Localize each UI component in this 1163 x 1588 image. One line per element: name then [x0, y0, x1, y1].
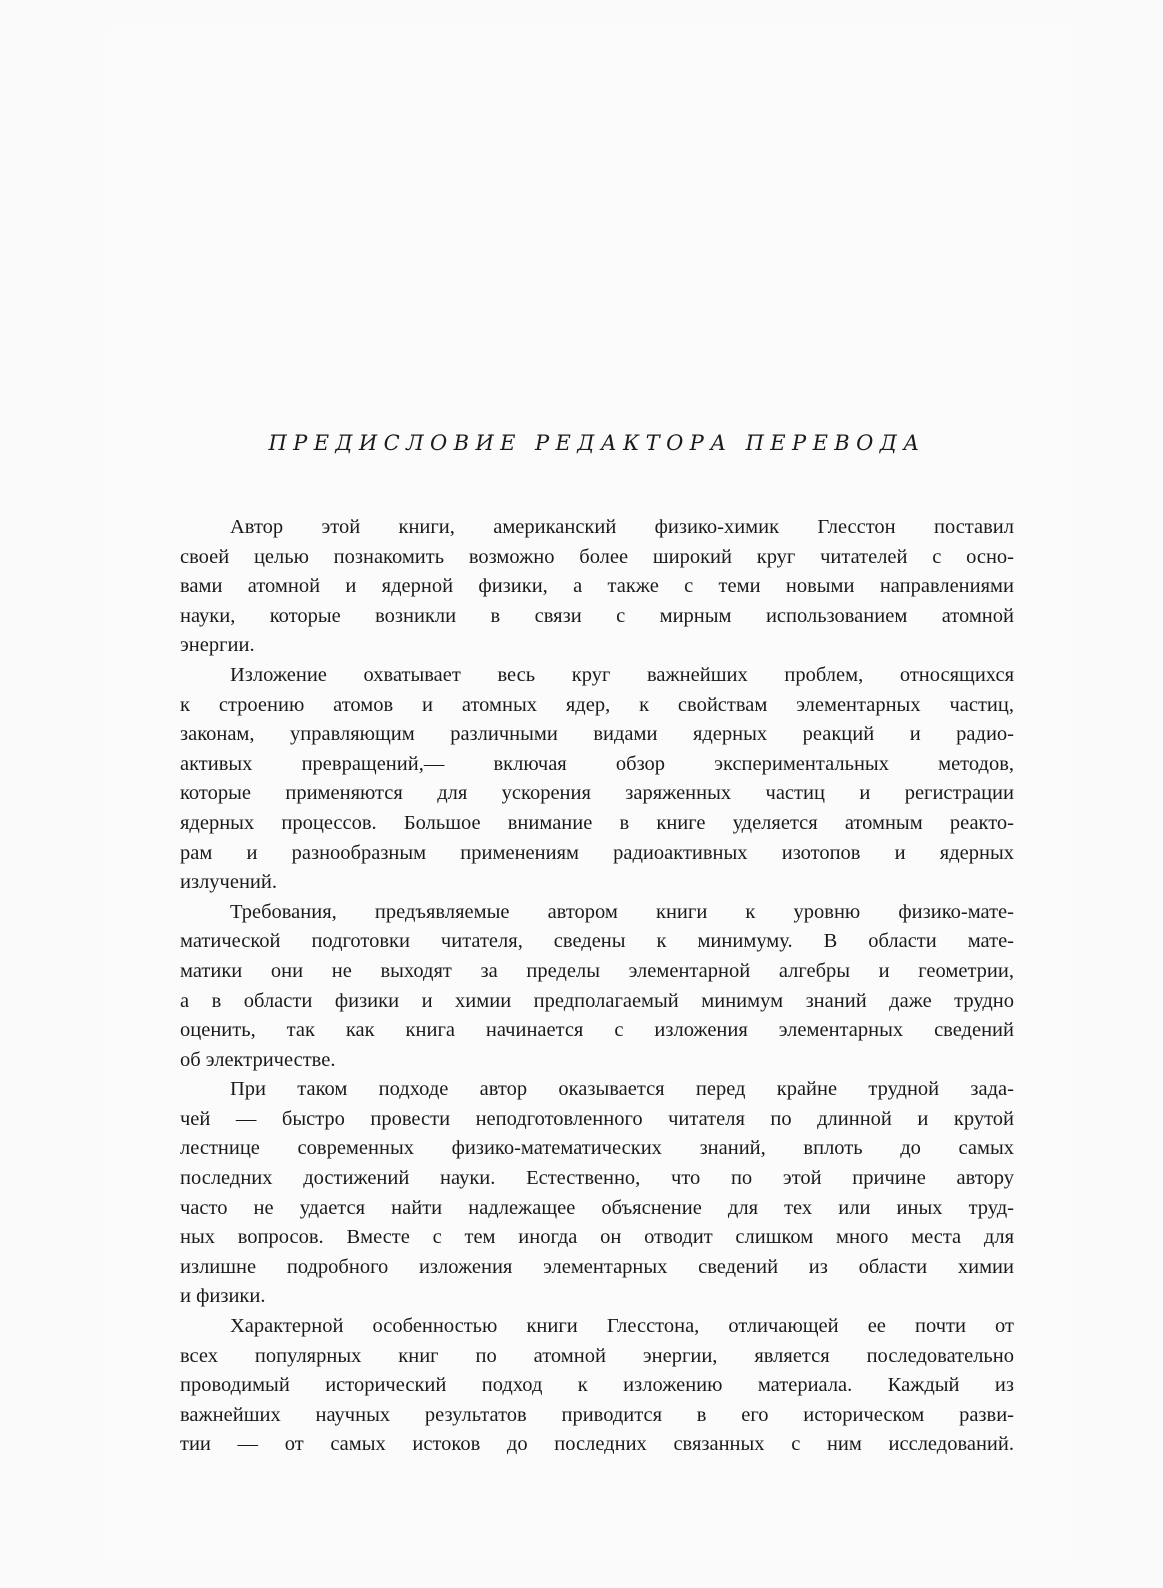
paragraph-line: своей целью познакомить возможно более широкий круг читателей с осно-: [180, 545, 1014, 568]
page-heading: ПРЕДИСЛОВИЕ РЕДАКТОРА ПЕРЕВОДА: [268, 431, 926, 455]
paragraph-line: тии — от самых истоков до последних связанных с ним исследований.: [180, 1433, 1014, 1456]
paragraph-line: к строению атомов и атомных ядер, к свойствам элементарных частиц,: [180, 693, 1014, 716]
paragraph-line: ных вопросов. Вместе с тем иногда он отводит слишком много места для: [180, 1226, 1014, 1249]
paragraph-line: и физики.: [180, 1285, 266, 1308]
paragraph-line: лестнице современных физико-математических знаний, вплоть до самых: [180, 1137, 1014, 1160]
paragraph-line: законам, управляющим различными видами ядерных реакций и радио-: [180, 723, 1014, 746]
paragraph-line: излучений.: [180, 871, 277, 894]
paragraph-line: Изложение охватывает весь круг важнейших проблем, относящихся: [230, 663, 1014, 686]
paragraph-line: последних достижений науки. Естественно, что по этой причине автору: [180, 1167, 1014, 1190]
paragraph-line: вами атомной и ядерной физики, а также с теми новыми направлениями: [180, 575, 1014, 598]
paragraph-line: Автор этой книги, американский физико-химик Глесстон поставил: [230, 516, 1014, 538]
paragraph-line: Требования, предъявляемые автором книги к уровню физико-мате-: [230, 900, 1014, 923]
paragraph-line: часто не удается найти надлежащее объяснение для тех или иных труд-: [180, 1196, 1014, 1219]
paragraph-line: матической подготовки читателя, сведены к минимуму. В области мате-: [180, 930, 1014, 953]
paragraph-line: всех популярных книг по атомной энергии, является последовательно: [180, 1344, 1014, 1367]
paragraph-line: которые применяются для ускорения заряженных частиц и регистрации: [180, 782, 1014, 805]
paragraph-line: чей — быстро провести неподготовленного читателя по длинной и крутой: [180, 1107, 1014, 1130]
paragraph-line: а в области физики и химии предполагаемый минимум знаний даже трудно: [180, 989, 1014, 1012]
paragraph-line: энергии.: [180, 634, 255, 657]
paragraph-line: проводимый исторический подход к изложению материала. Каждый из: [180, 1374, 1014, 1397]
paragraph-line: рам и разнообразным применениям радиоактивных изотопов и ядерных: [180, 841, 1014, 864]
paragraph-line: науки, которые возникли в связи с мирным использованием атомной: [180, 604, 1014, 627]
paragraph-line: ядерных процессов. Большое внимание в книге уделяется атомным реакто-: [180, 811, 1014, 834]
paragraph-line: излишне подробного изложения элементарных сведений из области химии: [180, 1255, 1014, 1278]
paragraph-line: активых превращений,— включая обзор экспериментальных методов,: [180, 752, 1014, 775]
preface-body: [180, 513, 1014, 1460]
paragraph-line: важнейших научных результатов приводится в его историческом разви-: [180, 1403, 1014, 1426]
paragraph-line: матики они не выходят за пределы элементарной алгебры и геометрии,: [180, 959, 1014, 982]
paragraph-line: При таком подходе автор оказывается перед крайне трудной зада-: [230, 1078, 1014, 1101]
paragraph-line: Характерной особенностью книги Глесстона, отличающей ее почти от: [230, 1315, 1014, 1338]
paragraph-line: об электричестве.: [180, 1048, 336, 1071]
paragraph-line: оценить, так как книга начинается с изложения элементарных сведений: [180, 1019, 1014, 1042]
